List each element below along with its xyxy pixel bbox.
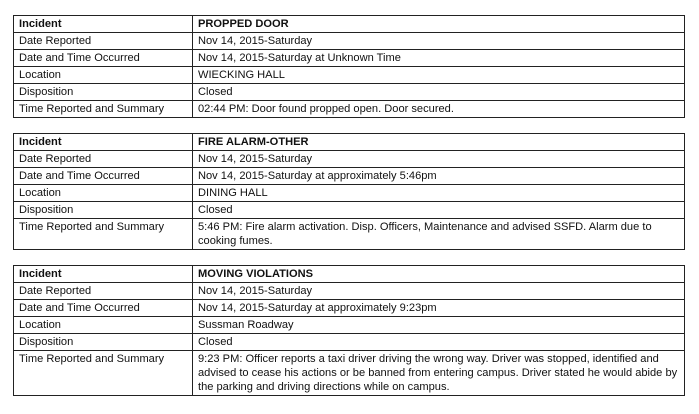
location-value: Sussman Roadway xyxy=(193,317,685,334)
date-time-occurred-label: Date and Time Occurred xyxy=(14,300,193,317)
location-row xyxy=(14,317,685,334)
date-time-occurred-row xyxy=(14,50,685,67)
disposition-value: Closed xyxy=(193,334,685,351)
summary-row xyxy=(14,219,685,250)
summary-row xyxy=(14,351,685,396)
location-value: WIECKING HALL xyxy=(193,67,685,84)
location-value: DINING HALL xyxy=(193,185,685,202)
date-time-occurred-label: Date and Time Occurred xyxy=(14,168,193,185)
date-reported-label: Date Reported xyxy=(14,283,193,300)
incident-header-row xyxy=(14,134,685,151)
incident-header-row xyxy=(14,266,685,283)
disposition-label: Disposition xyxy=(14,334,193,351)
date-reported-value: Nov 14, 2015-Saturday xyxy=(193,151,685,168)
date-time-occurred-value: Nov 14, 2015-Saturday at Unknown Time xyxy=(193,50,685,67)
date-time-occurred-row xyxy=(14,168,685,185)
date-time-occurred-row xyxy=(14,300,685,317)
incident-title: FIRE ALARM-OTHER xyxy=(193,134,685,151)
incident-header-row xyxy=(14,16,685,33)
incident-label: Incident xyxy=(14,266,193,283)
date-reported-value: Nov 14, 2015-Saturday xyxy=(193,33,685,50)
date-reported-value: Nov 14, 2015-Saturday xyxy=(193,283,685,300)
summary-value: 5:46 PM: Fire alarm activation. Disp. Officers, Maintenance and advised SSFD. Alarm due to cooking fumes. xyxy=(193,219,685,250)
incident-label: Incident xyxy=(14,134,193,151)
location-row xyxy=(14,67,685,84)
date-time-occurred-value: Nov 14, 2015-Saturday at approximately 5:46pm xyxy=(193,168,685,185)
incident-title: PROPPED DOOR xyxy=(193,16,685,33)
date-reported-row xyxy=(14,33,685,50)
location-label: Location xyxy=(14,317,193,334)
disposition-row xyxy=(14,84,685,101)
summary-value: 9:23 PM: Officer reports a taxi driver driving the wrong way. Driver was stopped, identified and advised to cease his actions or be banned from entering campus. Driver stated he would abide by the parking and driving directions while on campus. xyxy=(193,351,685,396)
incident-label: Incident xyxy=(14,16,193,33)
disposition-label: Disposition xyxy=(14,84,193,101)
summary-value: 02:44 PM: Door found propped open. Door secured. xyxy=(193,101,685,118)
summary-label: Time Reported and Summary xyxy=(14,101,193,118)
incident-title: MOVING VIOLATIONS xyxy=(193,266,685,283)
location-label: Location xyxy=(14,67,193,84)
incident-table xyxy=(13,15,685,118)
date-reported-label: Date Reported xyxy=(14,33,193,50)
date-time-occurred-label: Date and Time Occurred xyxy=(14,50,193,67)
location-label: Location xyxy=(14,185,193,202)
date-reported-label: Date Reported xyxy=(14,151,193,168)
summary-label: Time Reported and Summary xyxy=(14,351,193,396)
disposition-row xyxy=(14,334,685,351)
summary-row xyxy=(14,101,685,118)
incident-table xyxy=(13,265,685,396)
summary-label: Time Reported and Summary xyxy=(14,219,193,250)
disposition-row xyxy=(14,202,685,219)
date-reported-row xyxy=(14,283,685,300)
disposition-label: Disposition xyxy=(14,202,193,219)
incident-table xyxy=(13,133,685,250)
disposition-value: Closed xyxy=(193,202,685,219)
location-row xyxy=(14,185,685,202)
date-time-occurred-value: Nov 14, 2015-Saturday at approximately 9:23pm xyxy=(193,300,685,317)
disposition-value: Closed xyxy=(193,84,685,101)
date-reported-row xyxy=(14,151,685,168)
